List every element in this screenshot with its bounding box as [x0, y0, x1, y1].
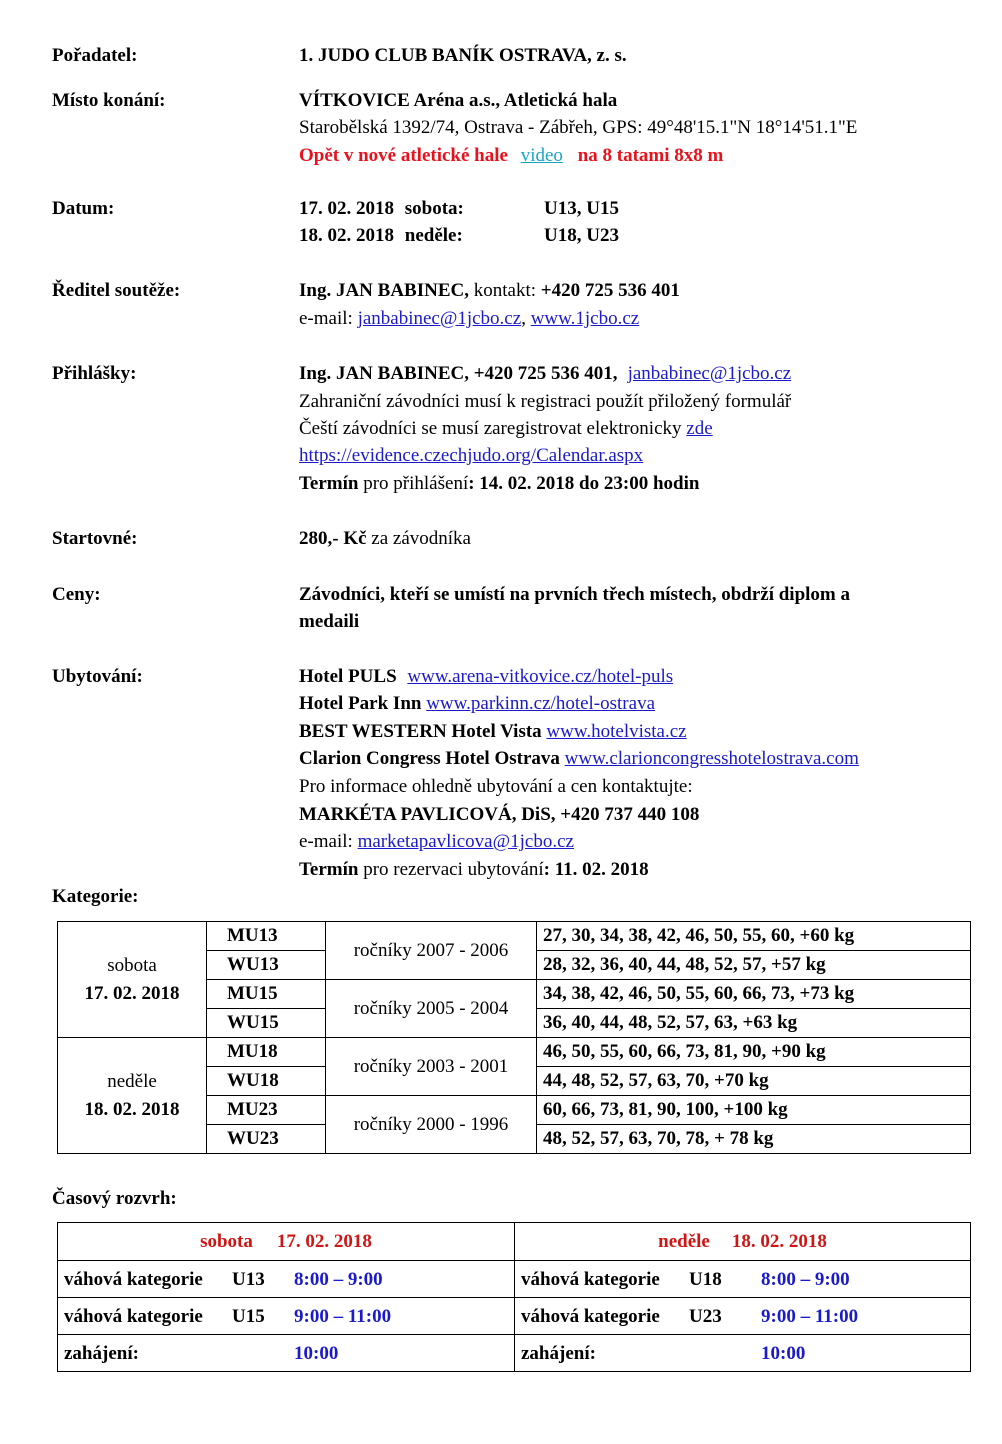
category-years: ročníky 2007 - 2006 — [326, 922, 537, 980]
schedule-time: 8:00 – 9:00 — [294, 1269, 383, 1290]
category-weights: 60, 66, 73, 81, 90, 100, +100 kg — [537, 1096, 971, 1125]
entries-line-2: Zahraniční závodníci musí k registraci použít přiložený formulář — [299, 391, 792, 412]
schedule-cell — [58, 1298, 515, 1335]
entries-line-1 — [299, 360, 791, 388]
label-datum: Datum: — [52, 198, 115, 219]
category-weights: 46, 50, 55, 60, 66, 73, 81, 90, +90 kg — [537, 1038, 971, 1067]
table-row — [58, 922, 971, 951]
entries-term-text: pro přihlášení — [358, 473, 469, 494]
label-ceny: Ceny: — [52, 584, 101, 605]
venue-note-post: na 8 tatami 8x8 m — [577, 145, 724, 166]
hotel-1-link[interactable]: www.arena-vitkovice.cz/hotel-puls — [407, 666, 674, 687]
schedule-label: váhová kategorie — [64, 1269, 203, 1290]
header-date: 17. 02. 2018 — [276, 1230, 372, 1252]
hotel-3-link[interactable]: www.hotelvista.cz — [546, 721, 687, 742]
venue-note — [299, 142, 723, 170]
label-ubytovani: Ubytování: — [52, 666, 143, 687]
entries-line-4 — [299, 442, 643, 470]
date-1: 17. 02. 2018 — [299, 198, 394, 219]
schedule-cell — [58, 1261, 515, 1298]
day-2: neděle: — [404, 225, 463, 246]
schedule-header-saturday — [58, 1223, 515, 1261]
accommodation-term-label: Termín — [299, 859, 359, 880]
category-code: MU13 — [207, 922, 326, 951]
section-misto — [0, 87, 1002, 166]
accommodation-email-line — [299, 828, 574, 856]
schedule-time: 10:00 — [294, 1343, 339, 1364]
schedule-label: zahájení: — [64, 1343, 139, 1364]
prizes-line-2: medaili — [299, 611, 360, 632]
category-code: MU18 — [207, 1038, 326, 1067]
table-row — [58, 1335, 971, 1372]
schedule-cell — [515, 1261, 971, 1298]
section-datum — [0, 195, 1002, 246]
entries-term-label: Termín — [299, 473, 359, 494]
accommodation-term-date: : 11. 02. 2018 — [543, 859, 649, 880]
schedule-time: 8:00 – 9:00 — [761, 1269, 850, 1290]
accommodation-email-label: e-mail: — [299, 831, 358, 852]
section-rozvrh — [0, 1185, 1002, 1213]
header-day: neděle — [658, 1230, 710, 1252]
accommodation-contact: MARKÉTA PAVLICOVÁ, DiS, +420 737 440 108 — [299, 804, 700, 825]
director-contact-label: kontakt: — [468, 280, 541, 301]
director-email-line — [299, 305, 639, 333]
section-poradatel — [0, 42, 1002, 70]
hotel-2-name: Hotel Park Inn — [299, 693, 427, 714]
venue-name: VÍTKOVICE Aréna a.s., Atletická hala — [299, 90, 618, 111]
schedule-label: váhová kategorie — [521, 1269, 660, 1290]
schedule-time: 9:00 – 11:00 — [294, 1306, 392, 1327]
hotel-3-name: BEST WESTERN Hotel Vista — [299, 721, 547, 742]
categories-table — [57, 921, 971, 1154]
day-cell-sunday — [58, 1038, 207, 1154]
zde-link[interactable]: zde — [686, 418, 713, 439]
accommodation-info: Pro informace ohledně ubytování a cen kontaktujte: — [299, 776, 693, 797]
category-weights: 44, 48, 52, 57, 63, 70, +70 kg — [537, 1067, 971, 1096]
director-sep: , — [521, 308, 531, 329]
schedule-table — [57, 1222, 971, 1372]
hotel-2-link[interactable]: www.parkinn.cz/hotel-ostrava — [426, 693, 656, 714]
hotel-4 — [299, 745, 859, 773]
calendar-link[interactable]: https://evidence.czechjudo.org/Calendar.aspx — [299, 445, 644, 466]
entries-line-3-text: Čeští závodníci se musí zaregistrovat elektronicky — [299, 418, 687, 439]
category-weights: 34, 38, 42, 46, 50, 55, 60, 66, 73, +73 kg — [537, 980, 971, 1009]
accommodation-term — [299, 856, 649, 884]
day-date: 18. 02. 2018 — [84, 1098, 180, 1120]
cats-2: U18, U23 — [544, 225, 619, 246]
entries-contact: Ing. JAN BABINEC, +420 725 536 401, — [299, 363, 618, 384]
venue-note-pre: Opět v nové atletické hale — [299, 145, 508, 166]
schedule-category: U13 — [232, 1269, 265, 1290]
category-code: MU23 — [207, 1096, 326, 1125]
schedule-label: váhová kategorie — [64, 1306, 203, 1327]
schedule-cell — [515, 1298, 971, 1335]
prizes-line-1: Závodníci, kteří se umístí na prvních třech místech, obdrží diplom a — [299, 584, 850, 605]
hotel-1 — [299, 663, 673, 691]
section-startovne — [0, 525, 1002, 553]
label-poradatel: Pořadatel: — [52, 45, 138, 66]
schedule-time: 10:00 — [761, 1343, 806, 1364]
schedule-label: váhová kategorie — [521, 1306, 660, 1327]
video-link[interactable]: video — [520, 145, 563, 166]
label-kategorie: Kategorie: — [52, 886, 139, 907]
section-prihlasky — [0, 360, 1002, 494]
hotel-4-name: Clarion Congress Hotel Ostrava — [299, 748, 565, 769]
header-day: sobota — [200, 1230, 253, 1252]
category-code: WU18 — [207, 1067, 326, 1096]
schedule-label: zahájení: — [521, 1343, 596, 1364]
schedule-header-sunday — [515, 1223, 971, 1261]
schedule-category: U23 — [689, 1306, 722, 1327]
director-email-label: e-mail: — [299, 308, 358, 329]
category-code: WU13 — [207, 951, 326, 980]
fee-amount: 280,- Kč — [299, 528, 367, 549]
category-weights: 27, 30, 34, 38, 42, 46, 50, 55, 60, +60 kg — [537, 922, 971, 951]
category-years: ročníky 2005 - 2004 — [326, 980, 537, 1038]
entries-line-3 — [299, 415, 713, 443]
day-cell-saturday — [58, 922, 207, 1038]
section-reditel — [0, 277, 1002, 329]
hotel-1-name: Hotel PULS — [299, 666, 402, 687]
category-code: MU15 — [207, 980, 326, 1009]
fee-text: za závodníka — [366, 528, 471, 549]
category-weights: 36, 40, 44, 48, 52, 57, 63, +63 kg — [537, 1009, 971, 1038]
venue-address: Starobělská 1392/74, Ostrava - Zábřeh, GPS: 49°48'15.1"N 18°14'51.1"E — [299, 117, 858, 138]
director-email-link[interactable]: janbabinec@1jcbo.cz — [357, 308, 522, 329]
day-1: sobota: — [404, 198, 464, 219]
entries-line-5 — [299, 470, 699, 498]
schedule-category: U15 — [232, 1306, 265, 1327]
entries-email-link[interactable]: janbabinec@1jcbo.cz — [627, 363, 792, 384]
fee-line — [299, 525, 471, 553]
director-name: Ing. JAN BABINEC, — [299, 280, 469, 301]
label-startovne: Startovné: — [52, 528, 138, 549]
category-code: WU15 — [207, 1009, 326, 1038]
schedule-category: U18 — [689, 1269, 722, 1290]
schedule-cell — [58, 1335, 515, 1372]
label-rozvrh: Časový rozvrh: — [52, 1188, 177, 1209]
cats-1: U13, U15 — [544, 198, 619, 219]
table-row — [58, 1038, 971, 1067]
section-kategorie — [0, 883, 1002, 911]
label-prihlasky: Přihlášky: — [52, 363, 137, 384]
date-2: 18. 02. 2018 — [299, 225, 394, 246]
hotel-3 — [299, 718, 687, 746]
category-code: WU23 — [207, 1125, 326, 1154]
director-line — [299, 277, 680, 305]
label-misto: Místo konání: — [52, 90, 166, 111]
schedule-cell — [515, 1335, 971, 1372]
hotel-2 — [299, 690, 655, 718]
date-row-2 — [299, 222, 619, 250]
section-ceny — [0, 581, 1002, 632]
section-ubytovani — [0, 663, 1002, 880]
table-row — [58, 1261, 971, 1298]
label-reditel: Ředitel soutěže: — [52, 280, 181, 301]
director-web-link[interactable]: www.1jcbo.cz — [530, 308, 640, 329]
table-row — [58, 1298, 971, 1335]
category-weights: 48, 52, 57, 63, 70, 78, + 78 kg — [537, 1125, 971, 1154]
organizer-name: 1. JUDO CLUB BANÍK OSTRAVA, z. s. — [299, 45, 627, 66]
hotel-4-link[interactable]: www.clarioncongresshotelostrava.com — [564, 748, 859, 769]
category-weights: 28, 32, 36, 40, 44, 48, 52, 57, +57 kg — [537, 951, 971, 980]
day-date: 17. 02. 2018 — [84, 982, 180, 1004]
entries-term-date: : 14. 02. 2018 do 23:00 hodin — [468, 473, 700, 494]
date-row-1 — [299, 195, 619, 223]
table-row — [58, 1223, 971, 1261]
accommodation-email-link[interactable]: marketapavlicova@1jcbo.cz — [357, 831, 574, 852]
director-phone: +420 725 536 401 — [540, 280, 680, 301]
category-years: ročníky 2003 - 2001 — [326, 1038, 537, 1096]
day-name: neděle — [107, 1070, 157, 1092]
header-date: 18. 02. 2018 — [731, 1230, 827, 1252]
category-years: ročníky 2000 - 1996 — [326, 1096, 537, 1154]
schedule-time: 9:00 – 11:00 — [761, 1306, 859, 1327]
accommodation-term-text: pro rezervaci ubytování — [358, 859, 544, 880]
day-name: sobota — [107, 954, 157, 976]
